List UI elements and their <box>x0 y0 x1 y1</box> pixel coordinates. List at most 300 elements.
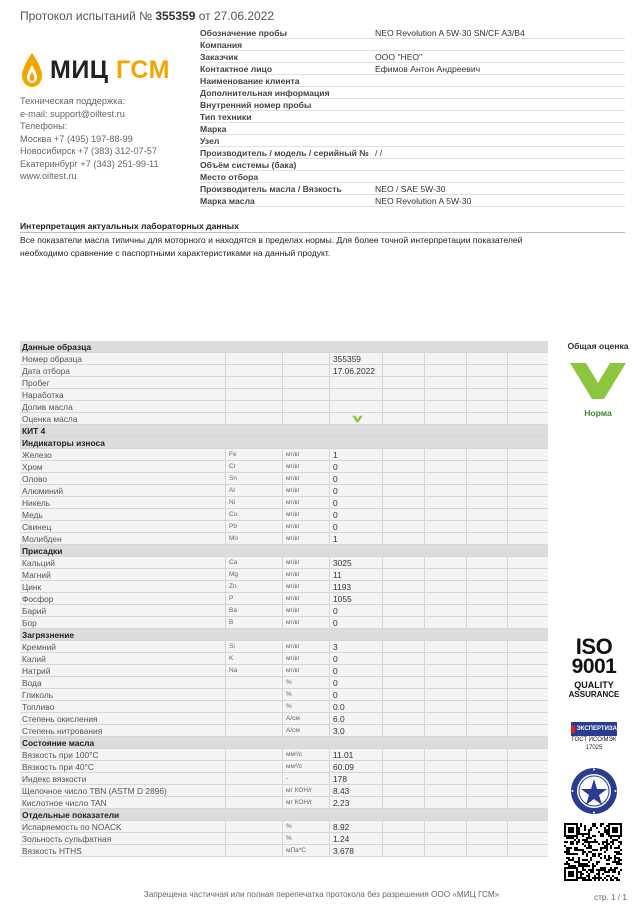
interpretation-line: необходимо сравнение с паспортными характеристиками на данный продукт. <box>20 248 331 258</box>
empty-cell <box>424 773 466 785</box>
indicator-symbol <box>225 773 282 785</box>
indicator-symbol: Cu <box>225 509 282 521</box>
indicator-unit <box>282 353 329 365</box>
indicator-value: 1193 <box>329 581 382 593</box>
indicator-symbol <box>225 797 282 809</box>
empty-cell <box>507 353 548 365</box>
sample-info-value <box>375 135 625 146</box>
empty-cell <box>424 785 466 797</box>
indicator-name: Степень нитрования <box>22 726 103 736</box>
empty-cell <box>466 749 507 761</box>
empty-cell <box>507 473 548 485</box>
empty-cell <box>382 521 424 533</box>
indicator-unit: мг/кг <box>282 653 329 665</box>
empty-cell <box>507 713 548 725</box>
indicator-unit: А/см <box>282 713 329 725</box>
indicator-value: 3.678 <box>329 845 382 857</box>
empty-cell <box>382 353 424 365</box>
empty-cell <box>424 761 466 773</box>
indicator-unit <box>282 413 329 425</box>
overall-title: Общая оценка <box>567 341 629 351</box>
empty-cell <box>382 689 424 701</box>
empty-cell <box>382 761 424 773</box>
empty-cell <box>466 833 507 845</box>
indicator-name: Молибден <box>22 534 62 544</box>
phones-heading: Телефоны: <box>20 121 68 131</box>
empty-cell <box>382 833 424 845</box>
section-title: Индикаторы износа <box>22 438 105 448</box>
sample-info-row <box>200 75 625 87</box>
empty-cell <box>382 509 424 521</box>
empty-cell <box>507 365 548 377</box>
section-title: Отдельные показатели <box>22 810 120 820</box>
support-email[interactable]: e-mail: support@oiltest.ru <box>20 108 125 119</box>
section-title: Загрязнение <box>22 630 75 640</box>
table-row <box>20 365 548 377</box>
empty-cell <box>382 821 424 833</box>
empty-cell <box>466 617 507 629</box>
support-heading: Техническая поддержка: <box>20 96 126 106</box>
table-row <box>20 653 548 665</box>
table-row <box>20 581 548 593</box>
empty-cell <box>466 401 507 413</box>
indicator-name: Оценка масла <box>22 414 78 424</box>
indicator-value: 2.23 <box>329 797 382 809</box>
empty-cell <box>466 761 507 773</box>
indicator-value: 0 <box>329 485 382 497</box>
empty-cell <box>382 617 424 629</box>
company-logo <box>20 50 190 90</box>
indicator-symbol <box>225 845 282 857</box>
indicator-symbol <box>225 365 282 377</box>
sample-info-value: NEO Revolution A 5W-30 <box>375 196 472 206</box>
table-row <box>20 773 548 785</box>
empty-cell <box>382 797 424 809</box>
empty-cell <box>466 461 507 473</box>
indicator-symbol: Ni <box>225 497 282 509</box>
indicator-value: 0 <box>329 497 382 509</box>
indicator-name: Испаряемость по NOACK <box>22 822 122 832</box>
indicator-symbol <box>225 413 282 425</box>
sample-info-label: Марка <box>200 124 227 134</box>
empty-cell <box>382 641 424 653</box>
table-row <box>20 389 548 401</box>
indicator-value: 0 <box>329 677 382 689</box>
empty-cell <box>382 713 424 725</box>
indicator-symbol <box>225 749 282 761</box>
table-row <box>20 401 548 413</box>
empty-cell <box>507 533 548 545</box>
section-title: КИТ 4 <box>22 426 46 436</box>
indicator-symbol <box>225 821 282 833</box>
empty-cell <box>382 389 424 401</box>
empty-cell <box>424 821 466 833</box>
indicator-name: Хром <box>22 462 43 472</box>
table-row <box>20 821 548 833</box>
indicator-symbol: Na <box>225 665 282 677</box>
empty-cell <box>466 689 507 701</box>
empty-cell <box>466 533 507 545</box>
table-row <box>20 509 548 521</box>
sample-info-value: / / <box>375 148 383 158</box>
indicator-name: Бор <box>22 618 37 628</box>
indicator-unit <box>282 377 329 389</box>
empty-cell <box>466 497 507 509</box>
empty-cell <box>466 377 507 389</box>
empty-cell <box>507 785 548 797</box>
results-table <box>20 341 548 857</box>
empty-cell <box>507 377 548 389</box>
indicator-value: 6.0 <box>329 713 382 725</box>
indicator-value: 0.0 <box>329 701 382 713</box>
sample-info-value: NEO Revolution A 5W-30 SN/CF A3/B4 <box>375 28 525 38</box>
indicator-name: Гликоль <box>22 690 54 700</box>
empty-cell <box>382 701 424 713</box>
empty-cell <box>466 713 507 725</box>
indicator-name: Натрий <box>22 666 51 676</box>
interpretation-block <box>20 221 625 260</box>
table-row <box>20 701 548 713</box>
empty-cell <box>424 521 466 533</box>
empty-cell <box>424 725 466 737</box>
empty-cell <box>466 365 507 377</box>
indicator-name: Железо <box>22 450 52 460</box>
indicator-symbol: P <box>225 593 282 605</box>
sample-info-label: Контактное лицо <box>200 64 273 74</box>
sample-info-row <box>200 99 625 111</box>
empty-cell <box>382 677 424 689</box>
table-section-header <box>20 737 548 749</box>
indicator-symbol <box>225 725 282 737</box>
empty-cell <box>507 821 548 833</box>
empty-cell <box>507 797 548 809</box>
indicator-unit <box>282 401 329 413</box>
empty-cell <box>382 377 424 389</box>
empty-cell <box>466 593 507 605</box>
indicator-symbol <box>225 401 282 413</box>
table-row <box>20 497 548 509</box>
gost-badge-label: ЭКСПЕРТИЗА <box>576 726 617 732</box>
indicator-unit: мг/кг <box>282 617 329 629</box>
indicator-unit: мг/кг <box>282 641 329 653</box>
table-section-header <box>20 545 548 557</box>
empty-cell <box>382 665 424 677</box>
empty-cell <box>507 509 548 521</box>
table-row <box>20 677 548 689</box>
empty-cell <box>424 653 466 665</box>
indicator-symbol <box>225 761 282 773</box>
empty-cell <box>382 461 424 473</box>
iso-assurance: ASSURANCE <box>568 690 620 699</box>
empty-cell <box>466 725 507 737</box>
indicator-name: Магний <box>22 570 51 580</box>
empty-cell <box>466 785 507 797</box>
indicator-name: Щелочное число TBN (ASTM D 2896) <box>22 786 167 796</box>
empty-cell <box>466 641 507 653</box>
empty-cell <box>507 497 548 509</box>
indicator-value: 0 <box>329 473 382 485</box>
sample-info-row <box>200 63 625 75</box>
indicator-name: Фосфор <box>22 594 54 604</box>
iso-number: 9001 <box>571 655 617 678</box>
indicator-value: 355359 <box>329 353 382 365</box>
indicator-symbol: Cr <box>225 461 282 473</box>
empty-cell <box>466 353 507 365</box>
sample-info-row <box>200 27 625 39</box>
table-section-header <box>20 809 548 821</box>
indicator-symbol: Al <box>225 485 282 497</box>
indicator-name: Медь <box>22 510 43 520</box>
empty-cell <box>507 557 548 569</box>
indicator-unit: мг/кг <box>282 665 329 677</box>
empty-cell <box>424 401 466 413</box>
indicator-value: 11.01 <box>329 749 382 761</box>
empty-cell <box>424 449 466 461</box>
logo-brand-accent: ГСМ <box>116 55 170 84</box>
footer-disclaimer: Запрещена частичная или полная перепечатка протокола без разрешения ООО «МИЦ ГСМ» <box>143 890 500 899</box>
empty-cell <box>424 689 466 701</box>
sample-info-row <box>200 111 625 123</box>
table-section-header <box>20 425 548 437</box>
table-row <box>20 641 548 653</box>
indicator-unit: мг/кг <box>282 605 329 617</box>
indicator-value <box>329 401 382 413</box>
table-row <box>20 449 548 461</box>
empty-cell <box>424 497 466 509</box>
indicator-unit: % <box>282 833 329 845</box>
empty-cell <box>507 701 548 713</box>
empty-cell <box>466 653 507 665</box>
section-title: Данные образца <box>22 342 92 352</box>
empty-cell <box>507 653 548 665</box>
indicator-symbol: Mo <box>225 533 282 545</box>
gost-badge <box>571 722 617 736</box>
gost-line: 17025 <box>585 745 603 751</box>
empty-cell <box>507 521 548 533</box>
table-row <box>20 533 548 545</box>
indicator-symbol: Fe <box>225 449 282 461</box>
indicator-unit: мг/кг <box>282 557 329 569</box>
indicator-name: Барий <box>22 606 47 616</box>
empty-cell <box>424 797 466 809</box>
indicator-name: Пробег <box>22 378 50 388</box>
sample-info-label: Производитель / модель / серийный № <box>200 148 369 158</box>
sample-info-value <box>375 75 625 86</box>
overall-assessment <box>558 341 638 418</box>
empty-cell <box>424 557 466 569</box>
table-row <box>20 473 548 485</box>
sample-info-label: Производитель масла / Вязкость <box>200 184 342 194</box>
empty-cell <box>382 413 424 425</box>
empty-cell <box>507 581 548 593</box>
empty-cell <box>424 701 466 713</box>
indicator-unit: % <box>282 701 329 713</box>
empty-cell <box>424 749 466 761</box>
indicator-name: Алюминий <box>22 486 64 496</box>
table-row <box>20 797 548 809</box>
indicator-symbol <box>225 833 282 845</box>
empty-cell <box>507 569 548 581</box>
indicator-symbol <box>225 389 282 401</box>
table-section-header <box>20 341 548 353</box>
indicator-symbol: B <box>225 617 282 629</box>
indicator-unit: % <box>282 821 329 833</box>
table-row <box>20 377 548 389</box>
empty-cell <box>466 665 507 677</box>
empty-cell <box>382 365 424 377</box>
sample-info-label: Наименование клиента <box>200 76 300 86</box>
sample-info-value <box>375 39 625 50</box>
empty-cell <box>507 773 548 785</box>
empty-cell <box>466 521 507 533</box>
table-row <box>20 485 548 497</box>
table-row <box>20 845 548 857</box>
sample-info-label: Обозначение пробы <box>200 28 287 38</box>
indicator-unit: мг/кг <box>282 497 329 509</box>
indicator-value: 0 <box>329 617 382 629</box>
section-title: Присадки <box>22 546 63 556</box>
empty-cell <box>466 605 507 617</box>
sample-info-label: Место отбора <box>200 172 259 182</box>
empty-cell <box>507 845 548 857</box>
indicator-symbol <box>225 701 282 713</box>
indicator-name: Никель <box>22 498 51 508</box>
indicator-value: 0 <box>329 605 382 617</box>
interpretation-text <box>20 234 625 260</box>
empty-cell <box>466 389 507 401</box>
indicator-symbol <box>225 353 282 365</box>
sample-info-value <box>375 159 625 170</box>
indicator-unit: мПа*С <box>282 845 329 857</box>
empty-cell <box>424 485 466 497</box>
indicator-unit: мг/кг <box>282 521 329 533</box>
table-row <box>20 785 548 797</box>
empty-cell <box>424 605 466 617</box>
indicator-unit: А/см <box>282 725 329 737</box>
table-row <box>20 605 548 617</box>
indicator-name: Вода <box>22 678 42 688</box>
empty-cell <box>466 701 507 713</box>
contacts-block <box>20 95 159 183</box>
empty-cell <box>382 725 424 737</box>
sample-info-row <box>200 51 625 63</box>
table-row <box>20 713 548 725</box>
table-row <box>20 761 548 773</box>
sample-info-table <box>200 27 625 207</box>
iso-quality: QUALITY <box>574 680 614 690</box>
table-row <box>20 665 548 677</box>
check-icon <box>352 415 363 423</box>
indicator-unit: мг/кг <box>282 569 329 581</box>
qr-code-icon[interactable] <box>564 823 622 881</box>
sample-info-label: Заказчик <box>200 52 238 62</box>
indicator-value: 1 <box>329 533 382 545</box>
empty-cell <box>507 389 548 401</box>
indicator-name: Кремний <box>22 642 56 652</box>
empty-cell <box>507 665 548 677</box>
indicator-value: 0 <box>329 461 382 473</box>
empty-cell <box>466 557 507 569</box>
empty-cell <box>507 641 548 653</box>
indicator-value: 8.43 <box>329 785 382 797</box>
empty-cell <box>507 461 548 473</box>
indicator-name: Вязкость при 40°С <box>22 762 94 772</box>
indicator-name: Кальций <box>22 558 55 568</box>
flag-icon <box>571 725 575 733</box>
table-row <box>20 461 548 473</box>
empty-cell <box>466 845 507 857</box>
indicator-value: 3 <box>329 641 382 653</box>
empty-cell <box>382 449 424 461</box>
table-row <box>20 593 548 605</box>
empty-cell <box>466 773 507 785</box>
sample-info-row <box>200 183 625 195</box>
table-row <box>20 521 548 533</box>
indicator-value: 3025 <box>329 557 382 569</box>
sample-info-value <box>375 111 625 122</box>
indicator-value: 0 <box>329 509 382 521</box>
protocol-title <box>20 9 274 23</box>
empty-cell <box>424 365 466 377</box>
indicator-value <box>329 389 382 401</box>
iso-text: ISO <box>575 634 613 659</box>
website-link[interactable]: www.oiltest.ru <box>20 171 77 181</box>
empty-cell <box>424 389 466 401</box>
empty-cell <box>507 401 548 413</box>
check-icon <box>568 361 628 401</box>
indicator-symbol: Si <box>225 641 282 653</box>
indicator-name: Степень окисления <box>22 714 98 724</box>
empty-cell <box>424 677 466 689</box>
sample-info-label: Внутренний номер пробы <box>200 100 312 110</box>
indicator-name: Индекс вязкости <box>22 774 87 784</box>
empty-cell <box>382 653 424 665</box>
sample-info-row <box>200 87 625 99</box>
iso-9001-logo <box>568 634 620 699</box>
indicator-symbol: K <box>225 653 282 665</box>
indicator-value: 0 <box>329 689 382 701</box>
indicator-value: 1055 <box>329 593 382 605</box>
sample-info-row <box>200 195 625 207</box>
indicator-name: Кислотное число TAN <box>22 798 107 808</box>
indicator-unit: мг/кг <box>282 473 329 485</box>
indicator-name: Олово <box>22 474 48 484</box>
sample-info-value: ООО "НЕО" <box>375 52 423 62</box>
sample-info-label: Марка масла <box>200 196 255 206</box>
indicator-symbol: Sn <box>225 473 282 485</box>
empty-cell <box>382 557 424 569</box>
indicator-name: Свинец <box>22 522 52 532</box>
indicator-value: 0 <box>329 665 382 677</box>
sample-info-value <box>375 99 625 110</box>
indicator-name: Цинк <box>22 582 42 592</box>
protocol-number: 355359 <box>155 9 196 23</box>
empty-cell <box>424 581 466 593</box>
sample-info-row <box>200 159 625 171</box>
indicator-name: Вязкость HTHS <box>22 846 82 856</box>
indicator-unit: мг/кг <box>282 593 329 605</box>
table-section-header <box>20 437 548 449</box>
sample-info-row <box>200 135 625 147</box>
indicator-symbol: Ba <box>225 605 282 617</box>
indicator-symbol <box>225 713 282 725</box>
interpretation-heading: Интерпретация актуальных лабораторных данных <box>20 221 625 233</box>
empty-cell <box>424 641 466 653</box>
indicator-symbol: Mg <box>225 569 282 581</box>
indicator-name: Калий <box>22 654 46 664</box>
empty-cell <box>507 449 548 461</box>
indicator-unit: мм²/с <box>282 761 329 773</box>
